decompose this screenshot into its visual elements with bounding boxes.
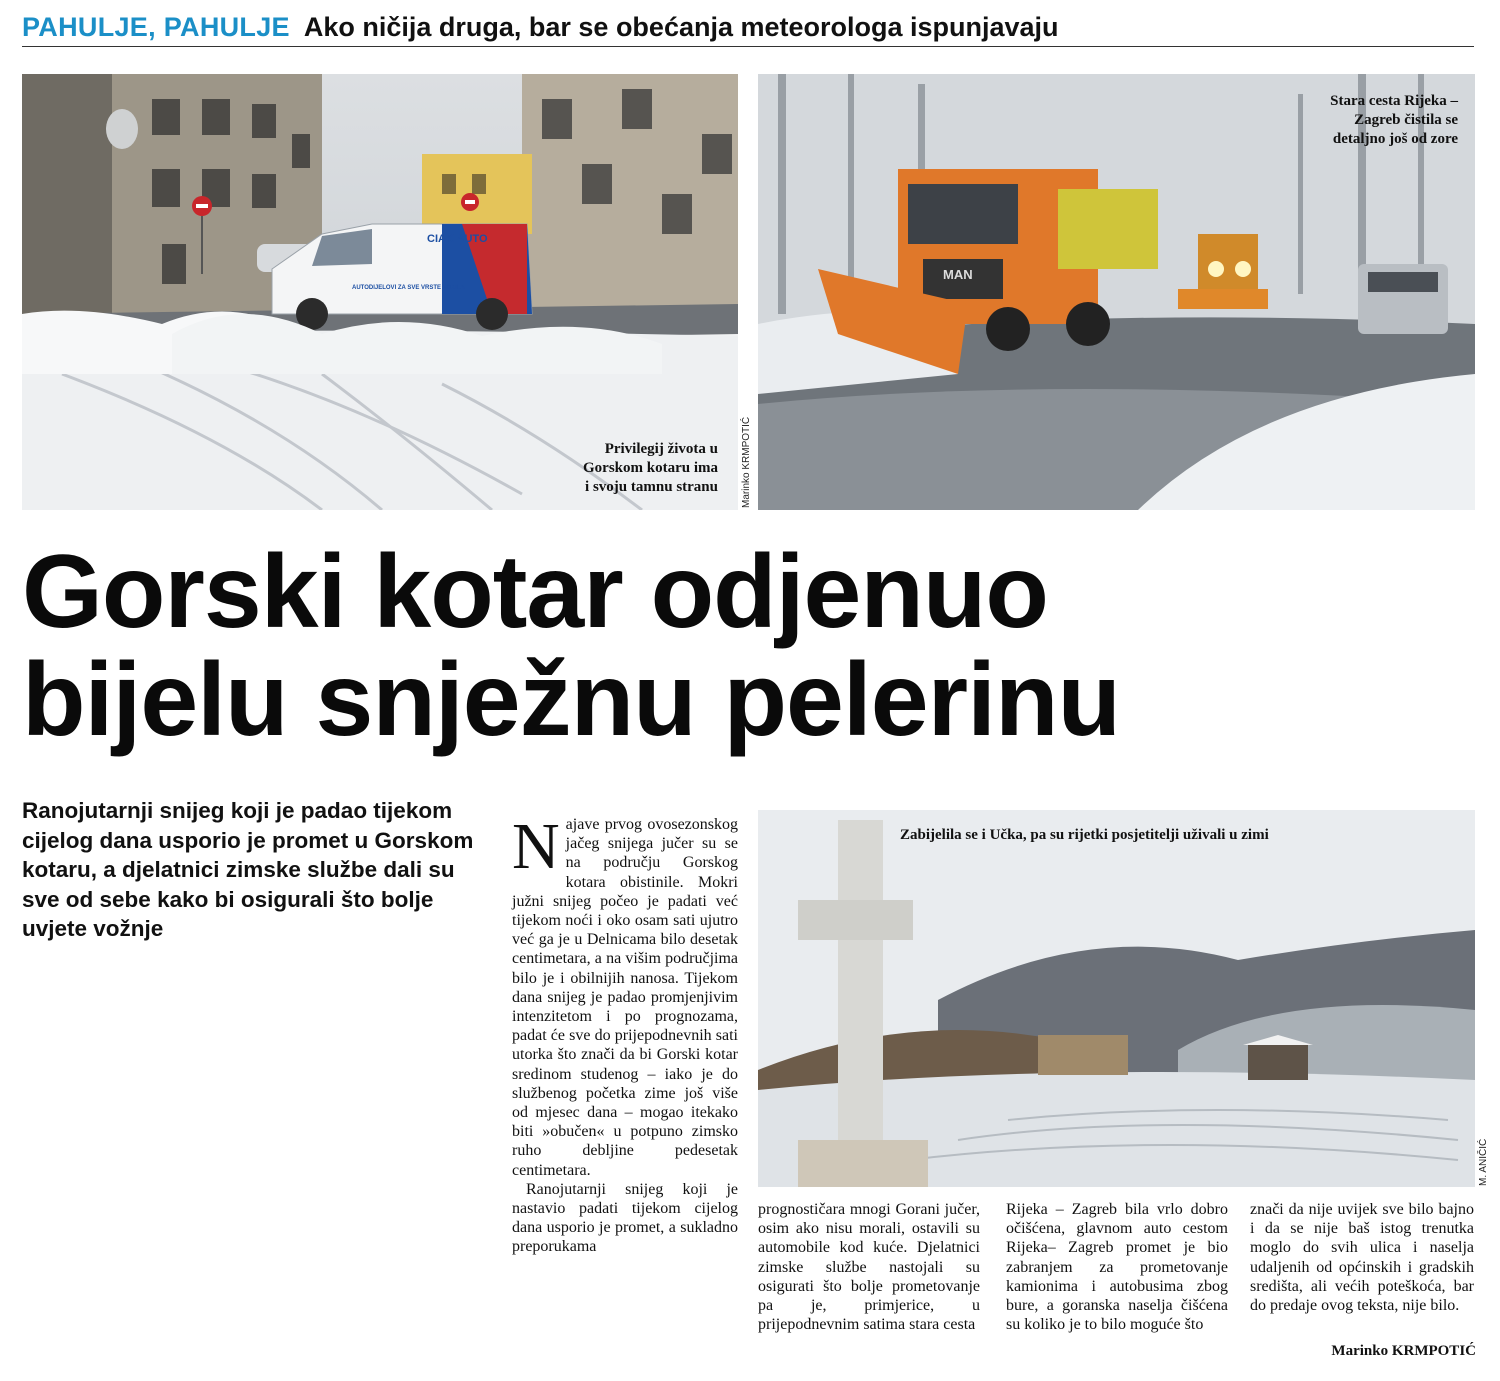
- caption-right-line-3: detaljno još od zore: [1332, 131, 1458, 147]
- body-paragraph-2-text: Ranojutarnji snijeg koji je nastavio padati tijekom cijelog dana usporio je promet, a sukladno preporukama: [512, 1180, 738, 1256]
- caption-left-line-2: Gorskom kotaru ima: [583, 460, 718, 476]
- byline: Marinko KRMPOTIĆ: [1331, 1343, 1476, 1359]
- kicker-line: [22, 12, 1474, 47]
- headline-line-2: bijelu snježnu pelerinu: [22, 642, 1121, 758]
- truck-brand-text: MAN: [943, 267, 973, 282]
- dropcap: N: [512, 810, 560, 883]
- body-paragraph-1: [512, 810, 738, 1180]
- caption-left-line-1: Privilegij života u: [604, 441, 718, 457]
- photo-ucka-cross: [758, 810, 1475, 1187]
- body-column-1: [512, 810, 738, 1257]
- headline-line-1: Gorski kotar odjenuo: [22, 534, 1048, 650]
- caption-bottom-photo: Zabijelila se i Učka, pa su rijetki posjetitelji uživali u zimi: [900, 827, 1269, 843]
- caption-left-photo: [500, 440, 718, 497]
- caption-left-line-3: i svoju tamnu stranu: [585, 479, 718, 495]
- van-slogan-text: AUTODIJELOVI ZA SVE VRSTE VOZILA: [352, 285, 465, 291]
- body-column-4: znači da nije uvijek sve bilo bajno i da se nije baš istog trenutka moglo do svih ulica i naselja udaljenih od općinskih i gradskih središta, ali većih poteškoća, bar do predaje ovog teksta, nije bilo.: [1250, 1201, 1474, 1315]
- photo-credit-bottom: M. ANIČIĆ: [1478, 1138, 1489, 1186]
- lead-paragraph: Ranojutarnji snijeg koji je padao tijekom cijelog dana usporio je promet u Gorskom kotaru, a djelatnici zimske službe dali su sve od sebe kako bi osigurali što bolje uvjete vožnje: [22, 798, 474, 941]
- caption-right-line-2: Zagreb čistila se: [1354, 112, 1458, 128]
- body-column-3: Rijeka – Zagreb bila vrlo dobro očišćena, glavnom auto cestom Rijeka– Zagreb promet je bio zabranjem za prometovanje kamionima i autobusima zbog bure, a goranska naselja čišćena su koliko je to bilo moguće što: [1006, 1201, 1228, 1334]
- headline: [22, 534, 1482, 758]
- caption-right-photo: [1240, 92, 1458, 149]
- body-paragraph-1-text: ajave prvog ovosezonskog jačeg snijega jučer su se na području Gorskog kotara obistinile. Mokri južni snijeg počeo je padati već tijekom noći i oko osam sati ujutro već ga je u Delnicama bilo desetak centimetara, a na višim područjima bilo je i obilnijih nanosa. Tijekom dana snijeg je padao promjenjivim intenzitetom i po prognozama, padat će sve do prijepodnevnih sati utorka što znači da bi Gorski kotar sredinom studenog – iako je do službenog početka zime još više od mjesec dana – mogao itekako biti »obučen« u potpuno zimsko ruho debljine pedesetak centimetara.: [512, 816, 738, 1179]
- body-paragraph-2: [512, 1180, 738, 1257]
- photo-credit-top: Marinko KRMPOTIĆ: [741, 416, 752, 508]
- kicker-text: Ako ničija druga, bar se obećanja meteorologa ispunjavaju: [303, 12, 1059, 42]
- kicker-label: PAHULJE, PAHULJE: [22, 12, 290, 42]
- caption-right-line-1: Stara cesta Rijeka –: [1330, 93, 1458, 109]
- van-brand-text: CIAK AUTO: [427, 233, 488, 245]
- body-column-2: prognostičara mnogi Gorani jučer, osim ako nisu morali, ostavili su automobile kod kuće. Djelatnici zimske službe nastojali su osigurati što bolje prometovanje pa je, primjerice, u prijepodnevnim satima stara cesta: [758, 1201, 980, 1334]
